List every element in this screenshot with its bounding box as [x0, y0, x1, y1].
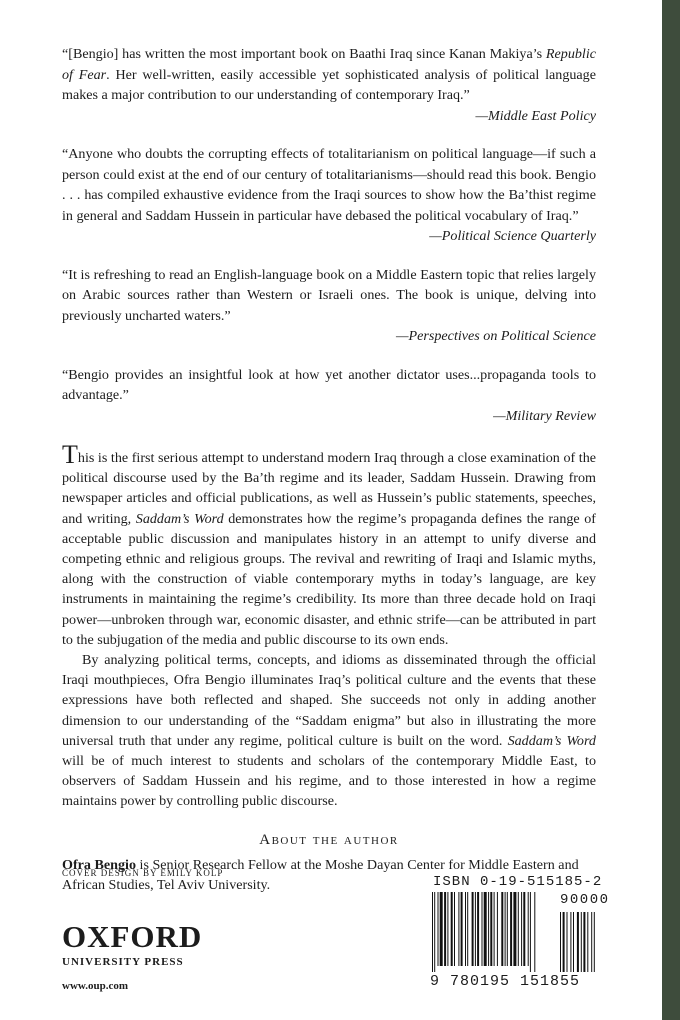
- barcode-bar: [534, 892, 535, 972]
- book-description: [62, 440, 596, 812]
- description-paragraph-2: [62, 650, 596, 812]
- publisher-press: UNIVERSITY PRESS: [62, 956, 184, 968]
- barcode-bar: [477, 892, 479, 966]
- barcode-addon-bar: [563, 912, 565, 972]
- quote-1-text: “[Bengio] has written the most important book on Baathi Iraq since Kanan Makiya’s: [62, 46, 546, 62]
- cover-design-credit: COVER DESIGN BY EMILY KOLP: [62, 868, 224, 878]
- about-author-heading: About the author: [259, 831, 399, 848]
- drop-cap: T: [62, 440, 78, 469]
- barcode-addon-bar: [594, 912, 595, 972]
- quote-2-source: —Political Science Quarterly: [429, 228, 596, 244]
- barcode-bar: [494, 892, 495, 966]
- isbn-label: ISBN 0-19-515185-2: [433, 874, 603, 890]
- quote-4-source: —Military Review: [493, 407, 596, 424]
- back-cover-text: [62, 44, 596, 896]
- quote-3-source: —Perspectives on Political Science: [396, 328, 596, 344]
- quote-4-text: “Bengio provides an insightful look at how yet another dictator uses...propaganda tools to advantage.”: [62, 366, 596, 403]
- barcode-bar: [521, 892, 522, 966]
- review-quote-3: [62, 265, 596, 347]
- barcode-bar: [513, 892, 516, 966]
- author-name: Ofra Bengio: [62, 856, 136, 873]
- barcode-addon-bar: [570, 912, 571, 972]
- barcode-icon: [428, 892, 618, 974]
- quote-1-italic: Republic of Fear: [62, 46, 596, 83]
- publisher-name: OXFORD: [62, 919, 203, 954]
- barcode-bar: [518, 892, 519, 966]
- barcode-addon-bar: [560, 912, 561, 972]
- barcode-bar: [507, 892, 508, 966]
- barcode-bar: [454, 892, 455, 966]
- barcode-bar: [510, 892, 512, 966]
- barcode-addon-bar: [567, 912, 568, 972]
- barcode-bar: [472, 892, 474, 966]
- quote-1-source: —Middle East Policy: [475, 107, 596, 124]
- review-quote-2: [62, 144, 596, 247]
- barcode-addon-bar: [577, 912, 579, 972]
- description-2-text: By analyzing political terms, concepts, and idioms as disseminated through the official Iraqi mouthpieces, Ofra Bengio illuminates Iraq’s political culture and the events that these expressions have both reflected and shaped. She succeeds not only in adding another dimension to our understanding of the “Saddam enigma” but also in illustrating the more universal truth that under any regime, political culture is built on the word.: [62, 652, 596, 749]
- barcode-bar: [461, 892, 463, 966]
- spine-edge: [662, 0, 680, 1020]
- barcode-bar: [490, 892, 492, 966]
- barcode-bar: [497, 892, 498, 966]
- barcode-bar: [482, 892, 483, 966]
- barcode-bar: [501, 892, 503, 966]
- description-2-text-end: will be of much interest to students and scholars of the contemporary Middle East, to observers of Saddam Hussein and his regime, and to those interested in how a regime maintains power by controlling public discourse.: [62, 753, 596, 810]
- description-1-title: Saddam’s Word: [135, 510, 224, 527]
- barcode-number: 9 780195 151855: [430, 973, 581, 990]
- barcode-bar: [447, 892, 448, 966]
- barcode-bar: [488, 892, 489, 966]
- barcode-bar: [528, 892, 529, 966]
- barcode-bar: [434, 892, 435, 972]
- quote-2-text: “Anyone who doubts the corrupting effects of totalitarianism on political language—if such a person could exist at the end of our century of totalitarianisms—should read this book. Bengio . . . has compiled exhaustive evidence from the Iraqi sources to show how the Ba’thist regime in general and Saddam Hussein in particular have debased the political vocabulary of Iraq.”: [62, 146, 596, 224]
- barcode-bar: [440, 892, 443, 966]
- barcode-bar: [484, 892, 487, 966]
- publisher-logo: [62, 919, 203, 992]
- barcode-addon-bar: [573, 912, 574, 972]
- barcode-addon-bar: [591, 912, 592, 972]
- barcode-bar: [458, 892, 459, 966]
- barcode-addon-bar: [583, 912, 585, 972]
- barcode-bar: [432, 892, 433, 972]
- barcode-addon-number: 90000: [560, 892, 610, 908]
- barcode-bar: [438, 892, 439, 966]
- barcode-bar: [475, 892, 476, 966]
- barcode-bar: [505, 892, 506, 966]
- barcode-bar: [530, 892, 531, 972]
- review-quote-4: [62, 365, 596, 427]
- publisher-url: www.oup.com: [62, 980, 129, 992]
- quote-1-text-end: . Her well-written, easily accessible yet sophisticated analysis of political language makes a major contribution to our understanding of contemporary Iraq.”: [62, 66, 596, 103]
- description-1-text: his is the first serious attempt to understand modern Iraq through a close examination of the political discourse used by the Ba’th regime and its leader, Saddam Hussein. Drawing from newspaper articles and official publications, as well as Hussein’s public statements, speeches, and writing,: [62, 450, 596, 527]
- barcode-bar: [465, 892, 466, 966]
- quote-3-text: “It is refreshing to read an English-language book on a Middle Eastern topic that relies largely on Arabic sources rather than Western or Israeli ones. The book is unique, delving into previously uncharted waters.”: [62, 266, 596, 324]
- description-paragraph-1: [62, 440, 596, 650]
- barcode-bar: [523, 892, 525, 966]
- barcode-bar: [451, 892, 453, 966]
- description-2-title: Saddam’s Word: [507, 732, 596, 749]
- barcode-addon-bar: [581, 912, 582, 972]
- review-quote-1: [62, 44, 596, 126]
- description-1-text-end: demonstrates how the regime’s propaganda defines the range of acceptable public discussion and manipulates history in an attempt to unify diverse and competing ethnic and religious groups. The revival and rewriting of Iraqi and Islamic myths, along with the construction of viable contemporary myths in today’s language, are key instruments in maintaining the regime’s credibility. Its more than three decade hold on Iraqi power—unbroken through war, economic disaster, and ethnic strife—can be attributed in part to the subjugation of the media and public discourse to its own ends.: [62, 510, 596, 648]
- barcode-bar: [467, 892, 468, 966]
- barcode-bar: [444, 892, 446, 966]
- barcode-addon-bar: [587, 912, 588, 972]
- author-bio-text: is Senior Research Fellow at the Moshe Dayan Center for Middle Eastern and African Studies, Tel Aviv University.: [62, 856, 579, 894]
